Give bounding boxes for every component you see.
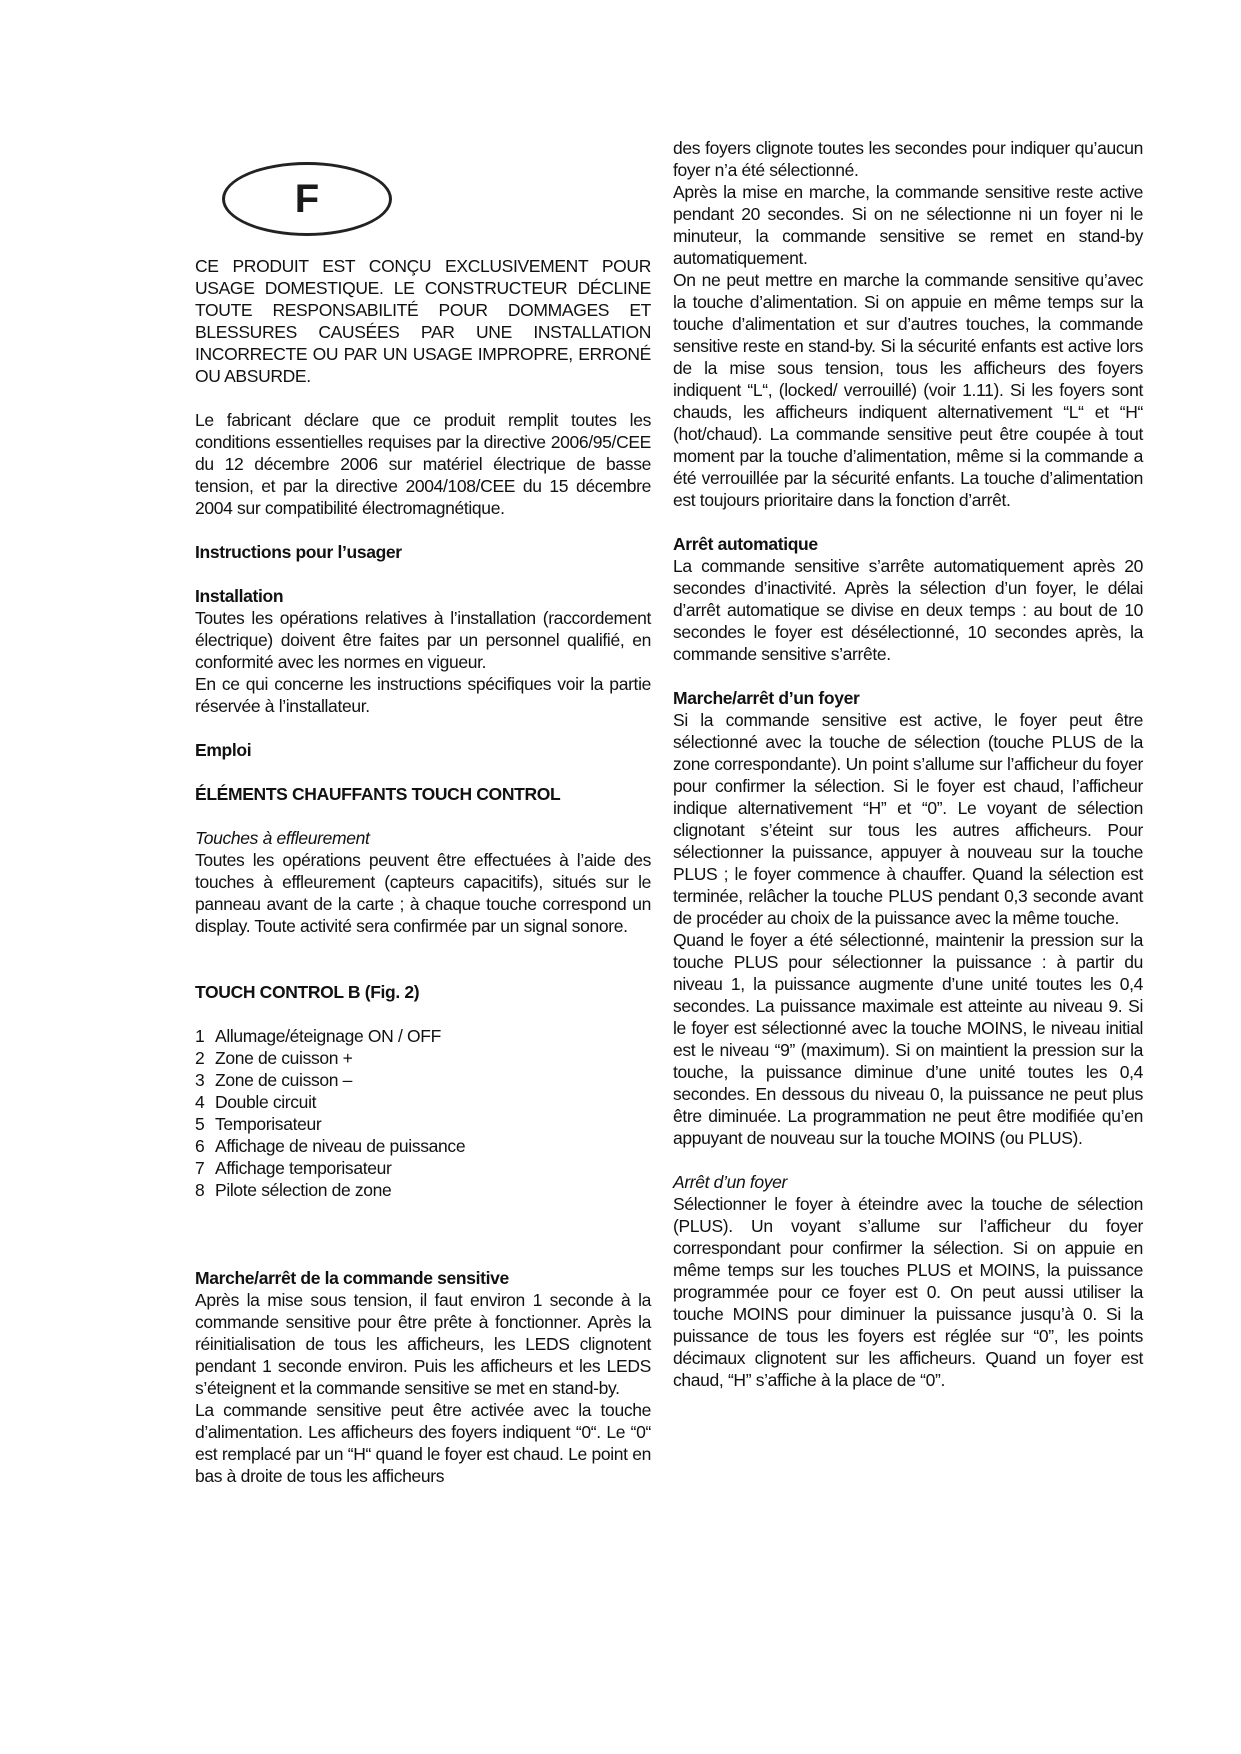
left-column bbox=[195, 255, 651, 1487]
heading-elements: ÉLÉMENTS CHAUFFANTS TOUCH CONTROL bbox=[195, 784, 561, 804]
heading-marche-commande: Marche/arrêt de la commande sensitive bbox=[195, 1268, 509, 1288]
subheading-touches: Touches à effleurement bbox=[195, 828, 370, 848]
installation-paragraph-1: Toutes les opérations relatives à l’installation (raccordement électrique) doivent être faites par un personnel qualifié, en conformité avec les normes en vigueur. bbox=[195, 608, 651, 672]
heading-instructions: Instructions pour l’usager bbox=[195, 542, 402, 562]
subheading-arret-foyer: Arrêt d’un foyer bbox=[673, 1172, 788, 1192]
list-item: 8 Pilote sélection de zone bbox=[195, 1180, 392, 1200]
heading-emploi: Emploi bbox=[195, 740, 252, 760]
marche-paragraph-2: La commande sensitive peut être activée avec la touche d’alimentation. Les afficheurs des foyers indiquent “0“. Le “0“ est remplacé par un “H“ quand le foyer est chaud. Le point en bas à droite de tous les afficheurs bbox=[195, 1400, 651, 1486]
arret-automatique-paragraph: La commande sensitive s’arrête automatiquement après 20 secondes d’inactivité. Après la sélection d’un foyer, le délai d’arrêt automatique se divise en deux temps : au bout de 10 secondes le foyer est désélectionné, 10 secondes après, la commande sensitive s’arrête. bbox=[673, 556, 1143, 664]
touches-paragraph: Toutes les opérations peuvent être effectuées à l’aide des touches à effleurement (capteurs capacitifs), situés sur le panneau avant de la carte ; à chaque touche correspond un display. Toute activité sera confirmée par un signal sonore. bbox=[195, 850, 651, 936]
conformity-declaration: Le fabricant déclare que ce produit remplit toutes les conditions essentielles requises par la directive 2006/95/CEE du 12 décembre 2006 sur matériel électrique de basse tension, et par la directive 2004/108/CEE du 15 décembre 2004 sur compatibilité électromagnétique. bbox=[195, 410, 651, 518]
list-item: 6 Affichage de niveau de puissance bbox=[195, 1136, 466, 1156]
marche-paragraph-1: Après la mise sous tension, il faut environ 1 seconde à la commande sensitive pour être prête à fonctionner. Après la réinitialisation de tous les afficheurs, les LEDS clignotent pendant 1 seconde environ. Puis les afficheurs et les LEDS s’éteignent et la commande sensitive se met en stand-by. bbox=[195, 1290, 651, 1398]
list-item: 2 Zone de cuisson + bbox=[195, 1048, 353, 1068]
marche-foyer-paragraph-1: Si la commande sensitive est active, le foyer peut être sélectionné avec la touche de sélection (touche PLUS de la zone correspondante). Un point s’allume sur l’afficheur du foyer pour confirmer la sélection. Si le foyer est chaud, l’afficheur indique alternativement “H” et “0”. Le voyant de sélection clignotant s’éteint sur tous les autres afficheurs. Pour sélectionner la puissance, appuyer à nouveau sur la touche PLUS ; le foyer commence à chauffer. Quand la sélection est terminée, relâcher la touche PLUS pendant 0,3 seconde avant de procéder au choix de la puissance avec la même touche. bbox=[673, 710, 1143, 928]
list-item: 3 Zone de cuisson – bbox=[195, 1070, 353, 1090]
language-badge bbox=[222, 162, 392, 236]
heading-arret-automatique: Arrêt automatique bbox=[673, 534, 818, 554]
heading-marche-foyer: Marche/arrêt d’un foyer bbox=[673, 688, 860, 708]
list-item: 4 Double circuit bbox=[195, 1092, 317, 1112]
installation-paragraph-2: En ce qui concerne les instructions spécifiques voir la partie réservée à l’installateur. bbox=[195, 674, 651, 716]
heading-touch-control: TOUCH CONTROL B (Fig. 2) bbox=[195, 982, 420, 1002]
arret-foyer-paragraph: Sélectionner le foyer à éteindre avec la touche de sélection (PLUS). Un voyant s’allume sur l’afficheur du foyer correspondant pour confirmer la sélection. Si on appuie en même temps sur les touches PLUS et MOINS, la puissance programmée pour ce foyer est 0. On peut aussi utiliser la touche MOINS pour diminuer la puissance jusqu’à 0. Si la puissance de tous les foyers est réglée sur “0”, les points décimaux clignotent sur les afficheurs. Quand un foyer est chaud, “H” s’affiche à la place de “0”. bbox=[673, 1194, 1143, 1390]
heading-installation: Installation bbox=[195, 586, 284, 606]
continued-paragraph-1: des foyers clignote toutes les secondes pour indiquer qu’aucun foyer n’a été sélectionné. bbox=[673, 138, 1143, 180]
list-item: 5 Temporisateur bbox=[195, 1114, 322, 1134]
list-item: 1 Allumage/éteignage ON / OFF bbox=[195, 1026, 441, 1046]
control-legend-list bbox=[195, 1025, 651, 1201]
right-column bbox=[673, 137, 1143, 1391]
list-item: 7 Affichage temporisateur bbox=[195, 1158, 392, 1178]
marche-foyer-paragraph-2: Quand le foyer a été sélectionné, maintenir la pression sur la touche PLUS pour sélectionner la puissance : à partir du niveau 1, la puissance augmente d’une unité toutes les 0,4 secondes. La puissance maximale est atteinte au niveau 9. Si le foyer est sélectionné avec la touche MOINS, le niveau initial est le niveau “9” (maximum). Si on maintient la pression sur la touche, la puissance diminue d’une unité toutes les 0,4 secondes. En dessous du niveau 0, la puissance ne peut plus être diminuée. La programmation ne peut être modifiée qu’en appuyant de nouveau sur la touche MOINS (ou PLUS). bbox=[673, 930, 1143, 1148]
language-letter: F bbox=[294, 176, 320, 221]
continued-paragraph-2: Après la mise en marche, la commande sensitive reste active pendant 20 secondes. Si on ne sélectionne ni un foyer ni le minuteur, la commande sensitive se remet en stand-by automatiquement. bbox=[673, 182, 1143, 268]
safety-warning: CE PRODUIT EST CONÇU EXCLUSIVEMENT POUR USAGE DOMESTIQUE. LE CONSTRUCTEUR DÉCLINE TOUTE RESPONSABILITÉ POUR DOMMAGES ET BLESSURES CAUSÉES PAR UNE INSTALLATION INCORRECTE OU PAR UN USAGE IMPROPRE, ERRONÉ OU ABSURDE. bbox=[195, 256, 651, 386]
continued-paragraph-3: On ne peut mettre en marche la commande sensitive qu’avec la touche d’alimentation. Si on appuie en même temps sur la touche d’alimentation et sur d’autres touches, la commande sensitive reste en stand-by. Si la sécurité enfants est active lors de la mise sous tension, tous les afficheurs des foyers indiquent “L“, (locked/ verrouillé) (voir 1.11). Si les foyers sont chauds, les afficheurs indiquent alternativement “L“ et “H“ (hot/chaud). La commande sensitive peut être coupée à tout moment par la touche d’alimentation, même si la commande a été verrouillée par la sécurité enfants. La touche d’alimentation est toujours prioritaire dans la fonction d’arrêt. bbox=[673, 270, 1143, 510]
